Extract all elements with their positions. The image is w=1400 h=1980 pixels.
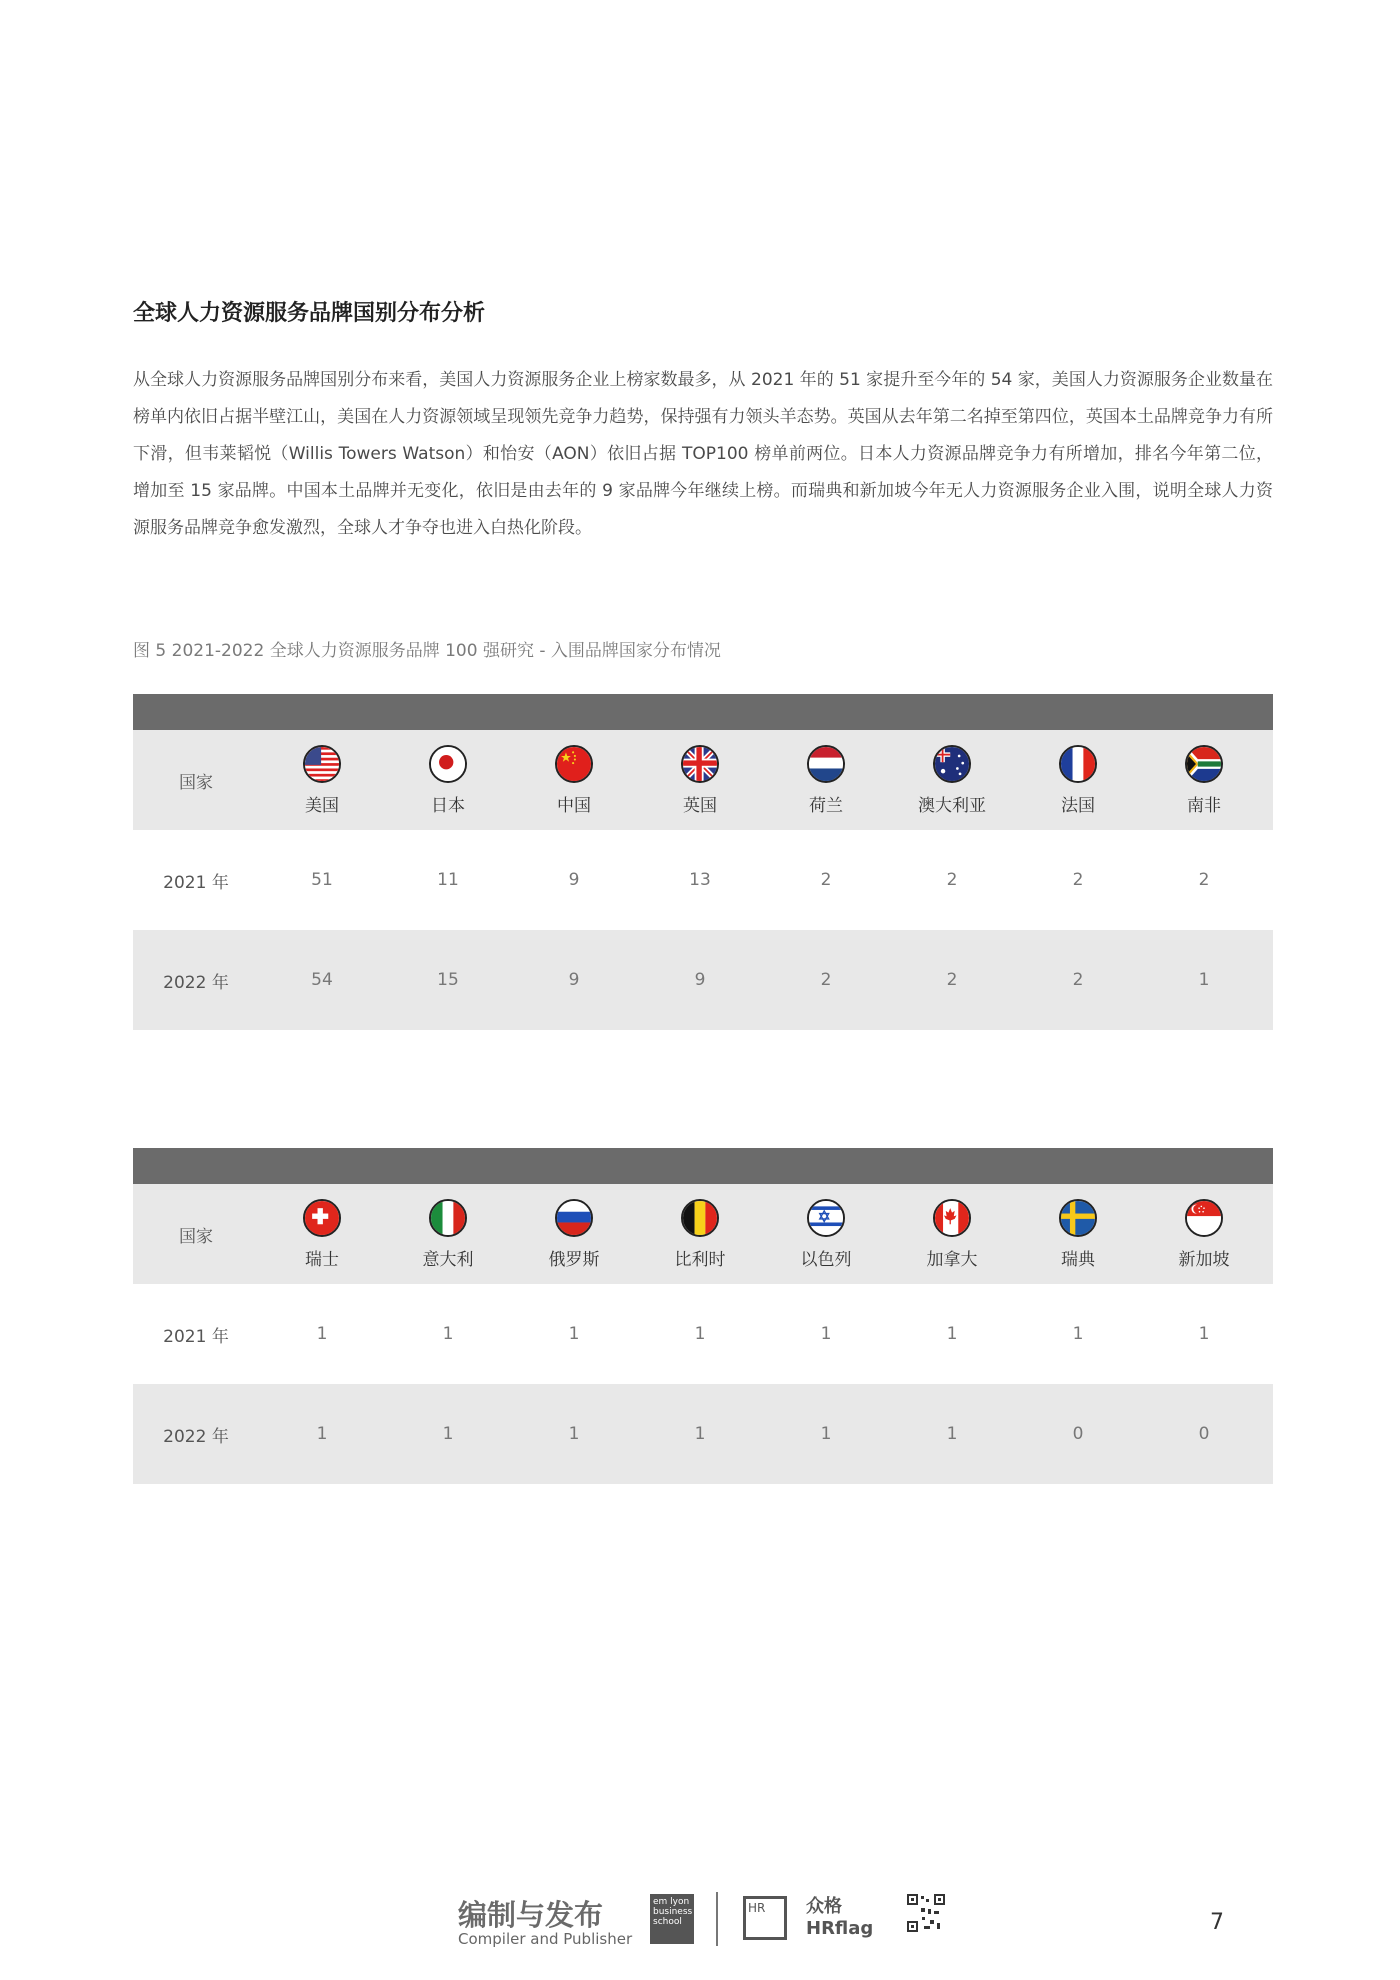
- table-top-bar: [133, 694, 1273, 730]
- table-header-row: [133, 1184, 1273, 1284]
- country-name: 比利时: [674, 1249, 726, 1270]
- footer-divider: [716, 1892, 718, 1946]
- value-cell: 1: [694, 1424, 706, 1444]
- value-cell: 0: [1198, 1424, 1210, 1444]
- value-cell: 2: [1198, 870, 1210, 890]
- value-cell: 51: [311, 870, 333, 890]
- israel-flag-icon: [807, 1199, 845, 1237]
- value-cell: 9: [694, 970, 706, 990]
- hrflag-cn: 众格: [806, 1896, 842, 1917]
- qr-code-icon: [906, 1893, 946, 1933]
- row-label: 2021 年: [163, 872, 229, 893]
- table-row-2022: [133, 930, 1273, 1030]
- header-label: 国家: [179, 772, 213, 793]
- country-table-1: [133, 694, 1273, 1030]
- country-israel: [763, 1199, 889, 1270]
- table-row-2021: [133, 1284, 1273, 1384]
- country-name: 英国: [683, 795, 717, 816]
- value-cell: 1: [442, 1324, 454, 1344]
- hrflag-logo-text: [806, 1896, 873, 1940]
- country-singapore: [1141, 1199, 1267, 1270]
- value-cell: 1: [568, 1424, 580, 1444]
- figure-caption: 图 5 2021-2022 全球人力资源服务品牌 100 强研究 - 入围品牌国家分布情况: [133, 641, 721, 661]
- country-russia: [511, 1199, 637, 1270]
- country-sweden: [1015, 1199, 1141, 1270]
- country-name: 俄罗斯: [548, 1249, 600, 1270]
- singapore-flag-icon: [1185, 1199, 1223, 1237]
- em-lyon-logo: em lyon business school: [650, 1894, 694, 1944]
- row-label: 2022 年: [163, 972, 229, 993]
- country-netherlands: [763, 745, 889, 816]
- country-canada: [889, 1199, 1015, 1270]
- belgium-flag-icon: [681, 1199, 719, 1237]
- country-name: 日本: [431, 795, 465, 816]
- value-cell: 1: [820, 1424, 832, 1444]
- country-table-2: [133, 1148, 1273, 1484]
- country-name: 瑞典: [1061, 1249, 1095, 1270]
- table-row-2022: [133, 1384, 1273, 1484]
- value-cell: 1: [316, 1424, 328, 1444]
- table-header-row: [133, 730, 1273, 830]
- row-label: 2021 年: [163, 1326, 229, 1347]
- value-cell: 15: [437, 970, 459, 990]
- hrflag-en: HRflag: [806, 1918, 874, 1939]
- value-cell: 11: [437, 870, 459, 890]
- country-australia: [889, 745, 1015, 816]
- country-name: 加拿大: [926, 1249, 978, 1270]
- table-top-bar: [133, 1148, 1273, 1184]
- value-cell: 1: [1198, 970, 1210, 990]
- value-cell: 1: [316, 1324, 328, 1344]
- value-cell: 2: [1072, 970, 1084, 990]
- usa-flag-icon: [303, 745, 341, 783]
- country-usa: [259, 745, 385, 816]
- country-name: 瑞士: [305, 1249, 339, 1270]
- country-name: 南非: [1187, 795, 1221, 816]
- country-france: [1015, 745, 1141, 816]
- value-cell: 1: [946, 1324, 958, 1344]
- south-africa-flag-icon: [1185, 745, 1223, 783]
- header-label: 国家: [179, 1226, 213, 1247]
- value-cell: 9: [568, 970, 580, 990]
- france-flag-icon: [1059, 745, 1097, 783]
- uk-flag-icon: [681, 745, 719, 783]
- country-belgium: [637, 1199, 763, 1270]
- row-label: 2022 年: [163, 1426, 229, 1447]
- country-name: 澳大利亚: [918, 795, 986, 816]
- page-number: 7: [1210, 1910, 1224, 1935]
- value-cell: 1: [946, 1424, 958, 1444]
- value-cell: 1: [820, 1324, 832, 1344]
- value-cell: 9: [568, 870, 580, 890]
- australia-flag-icon: [933, 745, 971, 783]
- value-cell: 1: [442, 1424, 454, 1444]
- canada-flag-icon: [933, 1199, 971, 1237]
- body-paragraph: 从全球人力资源服务品牌国别分布来看，美国人力资源服务企业上榜家数最多，从 2021 年的 51 家提升至今年的 54 家，美国人力资源服务企业数量在榜单内依旧占据半壁江山，美国在人力资源领域呈现领先竞争力趋势，保持强有力领头羊态势。英国从去年第二名掉至第四位，英国本土品牌竞争力有所下滑，但韦莱韬悦（Willis Towers Watson）和怡安（AON）依旧占据 TOP100 榜单前两位。日本人力资源品牌竞争力有所增加，排名今年第二位，增加至 15 家品牌。中国本土品牌并无变化，依旧是由去年的 9 家品牌今年继续上榜。而瑞典和新加坡今年无人力资源服务企业入围，说明全球人力资源服务品牌竞争愈发激烈，全球人才争夺也进入白热化阶段。: [133, 370, 1273, 538]
- switzerland-flag-icon: [303, 1199, 341, 1237]
- country-china: [511, 745, 637, 816]
- italy-flag-icon: [429, 1199, 467, 1237]
- country-south-africa: [1141, 745, 1267, 816]
- footer-title: 编制与发布: [458, 1898, 604, 1932]
- table-row-2021: [133, 830, 1273, 930]
- country-switzerland: [259, 1199, 385, 1270]
- value-cell: 1: [694, 1324, 706, 1344]
- country-name: 新加坡: [1178, 1249, 1230, 1270]
- netherlands-flag-icon: [807, 745, 845, 783]
- china-flag-icon: [555, 745, 593, 783]
- sweden-flag-icon: [1059, 1199, 1097, 1237]
- value-cell: 54: [311, 970, 333, 990]
- value-cell: 2: [1072, 870, 1084, 890]
- value-cell: 1: [1198, 1324, 1210, 1344]
- country-name: 法国: [1061, 795, 1095, 816]
- value-cell: 2: [946, 870, 958, 890]
- country-name: 以色列: [800, 1249, 852, 1270]
- value-cell: 1: [568, 1324, 580, 1344]
- footer-subtitle: Compiler and Publisher: [458, 1930, 633, 1948]
- country-italy: [385, 1199, 511, 1270]
- value-cell: 2: [946, 970, 958, 990]
- country-name: 意大利: [422, 1249, 474, 1270]
- country-uk: [637, 745, 763, 816]
- value-cell: 1: [1072, 1324, 1084, 1344]
- country-japan: [385, 745, 511, 816]
- country-name: 荷兰: [809, 795, 843, 816]
- value-cell: 13: [689, 870, 711, 890]
- section-heading: 全球人力资源服务品牌国别分布分析: [133, 301, 486, 326]
- country-name: 中国: [557, 795, 591, 816]
- value-cell: 0: [1072, 1424, 1084, 1444]
- hrflag-logo-box: HR: [743, 1896, 787, 1940]
- value-cell: 2: [820, 870, 832, 890]
- japan-flag-icon: [429, 745, 467, 783]
- russia-flag-icon: [555, 1199, 593, 1237]
- value-cell: 2: [820, 970, 832, 990]
- country-name: 美国: [305, 795, 339, 816]
